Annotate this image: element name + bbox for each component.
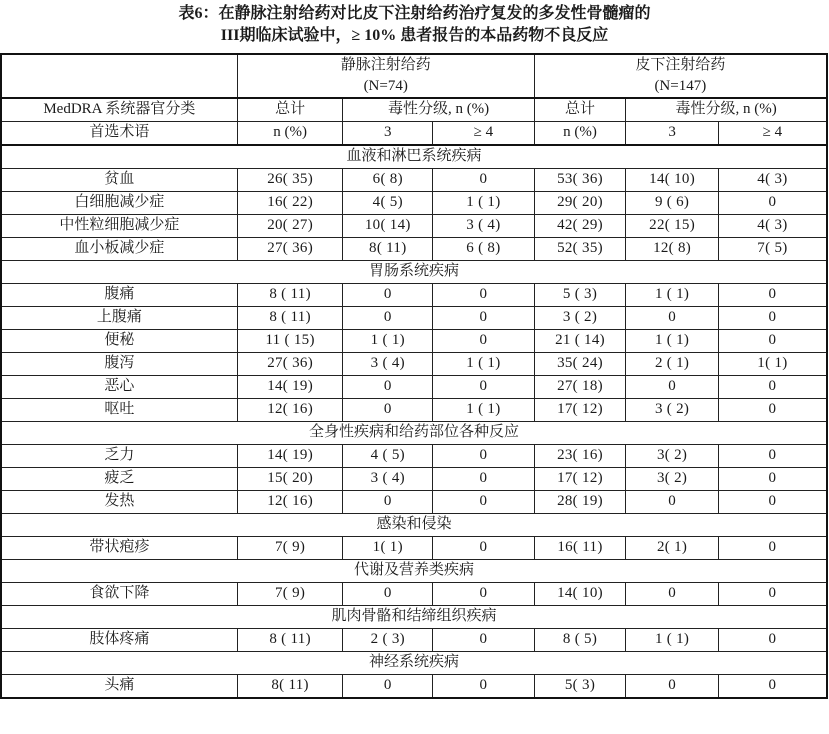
section-row <box>1 260 827 283</box>
preferred-term-cell: 血小板减少症 <box>1 237 237 260</box>
table-row <box>1 352 827 375</box>
preferred-term-cell: 头痛 <box>1 674 237 698</box>
value-cell: 0 <box>718 329 827 352</box>
value-cell: 1( 1) <box>343 536 433 559</box>
value-cell: 27( 36) <box>237 237 343 260</box>
value-cell: 23( 16) <box>534 444 626 467</box>
value-cell: 0 <box>626 490 719 513</box>
section-header: 全身性疾病和给药部位各种反应 <box>1 421 827 444</box>
table-row <box>1 283 827 306</box>
preferred-term-cell: 乏力 <box>1 444 237 467</box>
value-cell: 0 <box>433 490 535 513</box>
section-header: 代谢及营养类疾病 <box>1 559 827 582</box>
corner-cell <box>1 54 237 98</box>
value-cell: 0 <box>718 582 827 605</box>
value-cell: 2 ( 1) <box>626 352 719 375</box>
preferred-term-cell: 白细胞减少症 <box>1 191 237 214</box>
value-cell: 0 <box>433 467 535 490</box>
value-cell: 0 <box>433 375 535 398</box>
section-row <box>1 513 827 536</box>
toxicity-header-iv: 毒性分级, n (%) <box>343 98 534 122</box>
table-row <box>1 628 827 651</box>
value-cell: 1 ( 1) <box>626 329 719 352</box>
value-cell: 14( 19) <box>237 375 343 398</box>
preferred-term-cell: 贫血 <box>1 168 237 191</box>
group-header-iv <box>237 54 534 98</box>
value-cell: 3( 2) <box>626 444 719 467</box>
preferred-term-cell: 发热 <box>1 490 237 513</box>
value-cell: 0 <box>718 536 827 559</box>
npct-header-sc: n (%) <box>534 121 626 145</box>
total-header-iv: 总计 <box>237 98 343 122</box>
value-cell: 1 ( 1) <box>433 352 535 375</box>
value-cell: 16( 11) <box>534 536 626 559</box>
subheader-row <box>1 121 827 145</box>
table-row <box>1 536 827 559</box>
value-cell: 8 ( 11) <box>237 628 343 651</box>
value-cell: 0 <box>343 490 433 513</box>
grade4-header-sc: ≥ 4 <box>718 121 827 145</box>
section-row <box>1 421 827 444</box>
table-row <box>1 398 827 421</box>
value-cell: 15( 20) <box>237 467 343 490</box>
table-title <box>0 0 829 48</box>
value-cell: 6( 8) <box>343 168 433 191</box>
value-cell: 1( 1) <box>718 352 827 375</box>
value-cell: 0 <box>433 329 535 352</box>
value-cell: 0 <box>343 306 433 329</box>
value-cell: 0 <box>433 168 535 191</box>
table-row <box>1 674 827 698</box>
value-cell: 3 ( 4) <box>343 467 433 490</box>
value-cell: 35( 24) <box>534 352 626 375</box>
value-cell: 12( 8) <box>626 237 719 260</box>
value-cell: 11 ( 15) <box>237 329 343 352</box>
grade4-header-iv: ≥ 4 <box>433 121 535 145</box>
value-cell: 3 ( 2) <box>534 306 626 329</box>
group-name-iv: 静脉注射给药 <box>340 56 431 73</box>
value-cell: 3 ( 4) <box>343 352 433 375</box>
toxicity-header-sc: 毒性分级, n (%) <box>626 98 827 122</box>
value-cell: 21 ( 14) <box>534 329 626 352</box>
section-row <box>1 651 827 674</box>
value-cell: 20( 27) <box>237 214 343 237</box>
value-cell: 1 ( 1) <box>433 398 535 421</box>
value-cell: 42( 29) <box>534 214 626 237</box>
value-cell: 8 ( 11) <box>237 306 343 329</box>
value-cell: 0 <box>433 306 535 329</box>
section-row <box>1 605 827 628</box>
preferred-term-cell: 恶心 <box>1 375 237 398</box>
value-cell: 12( 16) <box>237 490 343 513</box>
value-cell: 8( 11) <box>237 674 343 698</box>
section-header: 感染和侵染 <box>1 513 827 536</box>
preferred-term-cell: 食欲下降 <box>1 582 237 605</box>
value-cell: 0 <box>626 306 719 329</box>
value-cell: 0 <box>718 375 827 398</box>
table-row <box>1 582 827 605</box>
preferred-term-cell: 中性粒细胞减少症 <box>1 214 237 237</box>
value-cell: 1 ( 1) <box>626 283 719 306</box>
value-cell: 4( 3) <box>718 214 827 237</box>
section-row <box>1 559 827 582</box>
group-header-sc <box>534 54 827 98</box>
preferred-term-cell: 呕吐 <box>1 398 237 421</box>
group-n-sc: (N=147) <box>654 77 707 94</box>
value-cell: 0 <box>718 674 827 698</box>
value-cell: 7( 9) <box>237 582 343 605</box>
value-cell: 27( 36) <box>237 352 343 375</box>
value-cell: 4( 3) <box>718 168 827 191</box>
value-cell: 0 <box>718 191 827 214</box>
table-row <box>1 237 827 260</box>
section-header: 血液和淋巴系统疾病 <box>1 145 827 169</box>
preferred-term-cell: 上腹痛 <box>1 306 237 329</box>
section-header: 胃肠系统疾病 <box>1 260 827 283</box>
value-cell: 0 <box>718 283 827 306</box>
value-cell: 14( 10) <box>626 168 719 191</box>
value-cell: 4 ( 5) <box>343 444 433 467</box>
table-row <box>1 467 827 490</box>
table-row <box>1 214 827 237</box>
group-header-row <box>1 54 827 98</box>
value-cell: 8( 11) <box>343 237 433 260</box>
value-cell: 14( 19) <box>237 444 343 467</box>
section-header: 神经系统疾病 <box>1 651 827 674</box>
value-cell: 3( 2) <box>626 467 719 490</box>
value-cell: 0 <box>433 444 535 467</box>
adverse-reactions-table <box>0 53 828 699</box>
table-title-line1: 表6：在静脉注射给药对比皮下注射给药治疗复发的多发性骨髓瘤的 <box>178 5 651 22</box>
section-row <box>1 145 827 169</box>
grade3-header-sc: 3 <box>626 121 719 145</box>
value-cell: 26( 35) <box>237 168 343 191</box>
preferred-term-cell: 肢体疼痛 <box>1 628 237 651</box>
value-cell: 6 ( 8) <box>433 237 535 260</box>
column-header-row <box>1 98 827 122</box>
group-name-sc: 皮下注射给药 <box>635 56 726 73</box>
value-cell: 5 ( 3) <box>534 283 626 306</box>
value-cell: 1 ( 1) <box>626 628 719 651</box>
table-row <box>1 375 827 398</box>
value-cell: 22( 15) <box>626 214 719 237</box>
value-cell: 8 ( 5) <box>534 628 626 651</box>
value-cell: 2( 1) <box>626 536 719 559</box>
table-row <box>1 168 827 191</box>
value-cell: 0 <box>626 375 719 398</box>
grade3-header-iv: 3 <box>343 121 433 145</box>
value-cell: 27( 18) <box>534 375 626 398</box>
value-cell: 1 ( 1) <box>433 191 535 214</box>
value-cell: 0 <box>433 582 535 605</box>
value-cell: 5( 3) <box>534 674 626 698</box>
preferred-term-cell: 带状疱疹 <box>1 536 237 559</box>
section-header: 肌肉骨骼和结缔组织疾病 <box>1 605 827 628</box>
table-title-line2: III期临床试验中，≥ 10% 患者报告的本品药物不良反应 <box>220 27 609 45</box>
value-cell: 0 <box>718 628 827 651</box>
value-cell: 0 <box>718 490 827 513</box>
value-cell: 29( 20) <box>534 191 626 214</box>
table-row <box>1 490 827 513</box>
value-cell: 10( 14) <box>343 214 433 237</box>
value-cell: 9 ( 6) <box>626 191 719 214</box>
total-header-sc: 总计 <box>534 98 626 122</box>
value-cell: 52( 35) <box>534 237 626 260</box>
value-cell: 0 <box>718 467 827 490</box>
value-cell: 28( 19) <box>534 490 626 513</box>
group-n-iv: (N=74) <box>363 77 408 94</box>
preferred-term-header: 首选术语 <box>1 121 237 145</box>
table-row <box>1 191 827 214</box>
value-cell: 17( 12) <box>534 467 626 490</box>
value-cell: 0 <box>433 674 535 698</box>
preferred-term-cell: 疲乏 <box>1 467 237 490</box>
value-cell: 0 <box>343 582 433 605</box>
value-cell: 0 <box>626 582 719 605</box>
value-cell: 17( 12) <box>534 398 626 421</box>
value-cell: 14( 10) <box>534 582 626 605</box>
value-cell: 7( 5) <box>718 237 827 260</box>
value-cell: 0 <box>343 283 433 306</box>
value-cell: 0 <box>433 628 535 651</box>
value-cell: 0 <box>343 398 433 421</box>
value-cell: 53( 36) <box>534 168 626 191</box>
value-cell: 0 <box>343 674 433 698</box>
value-cell: 0 <box>718 398 827 421</box>
value-cell: 7( 9) <box>237 536 343 559</box>
value-cell: 16( 22) <box>237 191 343 214</box>
value-cell: 3 ( 2) <box>626 398 719 421</box>
soc-header-cell: MedDRA 系统器官分类 <box>1 98 237 122</box>
value-cell: 3 ( 4) <box>433 214 535 237</box>
value-cell: 0 <box>718 306 827 329</box>
preferred-term-cell: 腹泻 <box>1 352 237 375</box>
value-cell: 8 ( 11) <box>237 283 343 306</box>
value-cell: 0 <box>626 674 719 698</box>
value-cell: 4( 5) <box>343 191 433 214</box>
value-cell: 1 ( 1) <box>343 329 433 352</box>
value-cell: 0 <box>718 444 827 467</box>
table-body <box>1 145 827 698</box>
value-cell: 12( 16) <box>237 398 343 421</box>
table-row <box>1 329 827 352</box>
value-cell: 0 <box>433 536 535 559</box>
table-row <box>1 444 827 467</box>
value-cell: 2 ( 3) <box>343 628 433 651</box>
value-cell: 0 <box>433 283 535 306</box>
value-cell: 0 <box>343 375 433 398</box>
preferred-term-cell: 腹痛 <box>1 283 237 306</box>
preferred-term-cell: 便秘 <box>1 329 237 352</box>
npct-header-iv: n (%) <box>237 121 343 145</box>
table-row <box>1 306 827 329</box>
